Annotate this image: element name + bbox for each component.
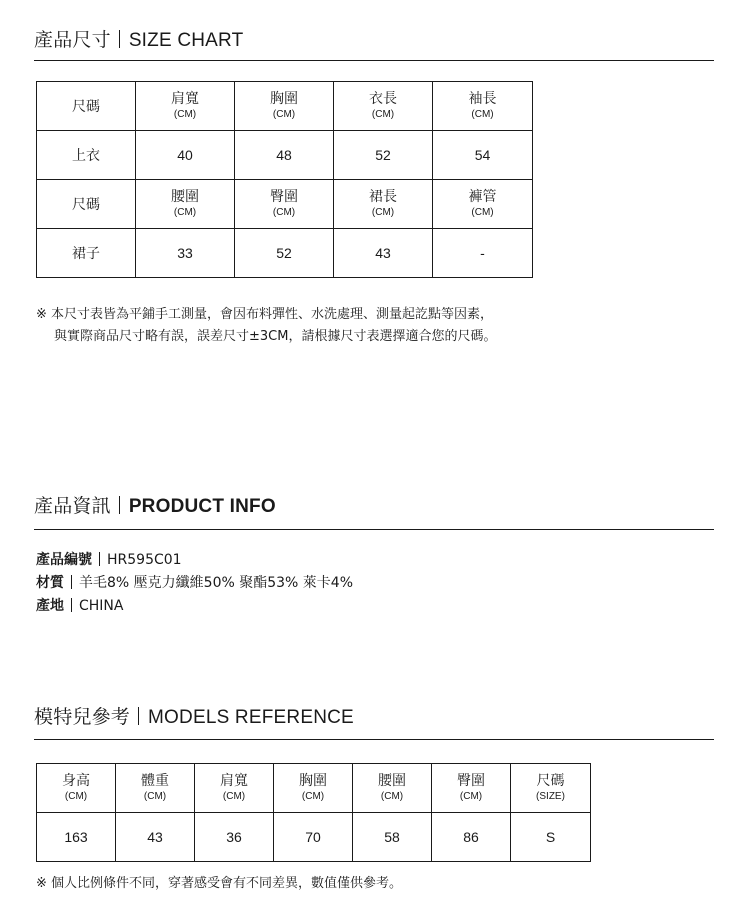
- models-note: [36, 873, 402, 895]
- size-chart-title-zh: 產品尺寸: [34, 29, 111, 51]
- table-cell: 86: [432, 813, 511, 862]
- product-info-title: [34, 491, 276, 518]
- models-reference-title: [34, 702, 354, 729]
- table-cell: 40: [136, 131, 235, 180]
- models-reference-table: [36, 763, 591, 862]
- column-header: 袖長 (CM): [433, 82, 533, 131]
- column-header: 衣長 (CM): [334, 82, 433, 131]
- table-cell: 163: [37, 813, 116, 862]
- table-cell: 52: [334, 131, 433, 180]
- column-header: 褲管 (CM): [433, 180, 533, 229]
- info-item-product-code: 產品編號 HR595C01: [36, 552, 182, 568]
- title-divider: [119, 30, 120, 48]
- row-label: 裙子: [37, 229, 136, 278]
- table-cell: 70: [274, 813, 353, 862]
- column-header: 胸圍 (CM): [274, 764, 353, 813]
- info-item-origin: 產地 CHINA: [36, 598, 124, 614]
- row-label: 上衣: [37, 131, 136, 180]
- table-row: [37, 813, 591, 862]
- size-chart-title: [34, 25, 243, 52]
- table-cell: 54: [433, 131, 533, 180]
- table-cell: -: [433, 229, 533, 278]
- title-divider: [138, 707, 139, 725]
- table-row: [37, 82, 533, 131]
- table-row: [37, 229, 533, 278]
- section-divider: [34, 529, 714, 530]
- table-cell: 48: [235, 131, 334, 180]
- column-header: 裙長 (CM): [334, 180, 433, 229]
- table-cell: 52: [235, 229, 334, 278]
- size-note-line-2: 與實際商品尺寸略有誤，誤差尺寸±3CM，請根據尺寸表選擇適合您的尺碼。: [54, 329, 497, 344]
- info-item-material: 材質 羊毛8% 壓克力纖維50% 聚酯53% 萊卡4%: [36, 575, 354, 591]
- table-cell: 33: [136, 229, 235, 278]
- size-chart-table: [36, 81, 533, 278]
- table-row: [37, 180, 533, 229]
- column-header: 尺碼 (SIZE): [511, 764, 591, 813]
- table-row: [37, 131, 533, 180]
- section-divider: [34, 60, 714, 61]
- table-cell: 36: [195, 813, 274, 862]
- column-header: 臀圍 (CM): [235, 180, 334, 229]
- size-note-line-1: ※ 本尺寸表皆為平鋪手工測量，會因布料彈性、水洗處理、測量起訖點等因素，: [36, 307, 494, 322]
- column-header: 腰圍 (CM): [136, 180, 235, 229]
- row-label: 尺碼: [37, 82, 136, 131]
- product-info-title-zh: 產品資訊: [34, 495, 111, 517]
- column-header: 肩寬 (CM): [136, 82, 235, 131]
- table-cell: 43: [116, 813, 195, 862]
- table-cell: 58: [353, 813, 432, 862]
- models-title-zh: 模特兒參考: [34, 706, 131, 728]
- size-chart-title-en: SIZE CHART: [128, 30, 244, 51]
- row-label: 尺碼: [37, 180, 136, 229]
- table-row: [37, 764, 591, 813]
- section-divider: [34, 739, 714, 740]
- column-header: 臀圍 (CM): [432, 764, 511, 813]
- product-info-list: [36, 549, 353, 618]
- size-chart-note: [36, 304, 496, 348]
- table-cell: 43: [334, 229, 433, 278]
- models-note-text: ※ 個人比例條件不同，穿著感受會有不同差異，數值僅供參考。: [36, 876, 403, 891]
- title-divider: [119, 496, 120, 514]
- table-cell: S: [511, 813, 591, 862]
- column-header: 身高 (CM): [37, 764, 116, 813]
- column-header: 腰圍 (CM): [353, 764, 432, 813]
- product-info-title-en: PRODUCT INFO: [128, 496, 276, 517]
- column-header: 肩寬 (CM): [195, 764, 274, 813]
- column-header: 體重 (CM): [116, 764, 195, 813]
- column-header: 胸圍 (CM): [235, 82, 334, 131]
- models-title-en: MODELS REFERENCE: [148, 707, 354, 728]
